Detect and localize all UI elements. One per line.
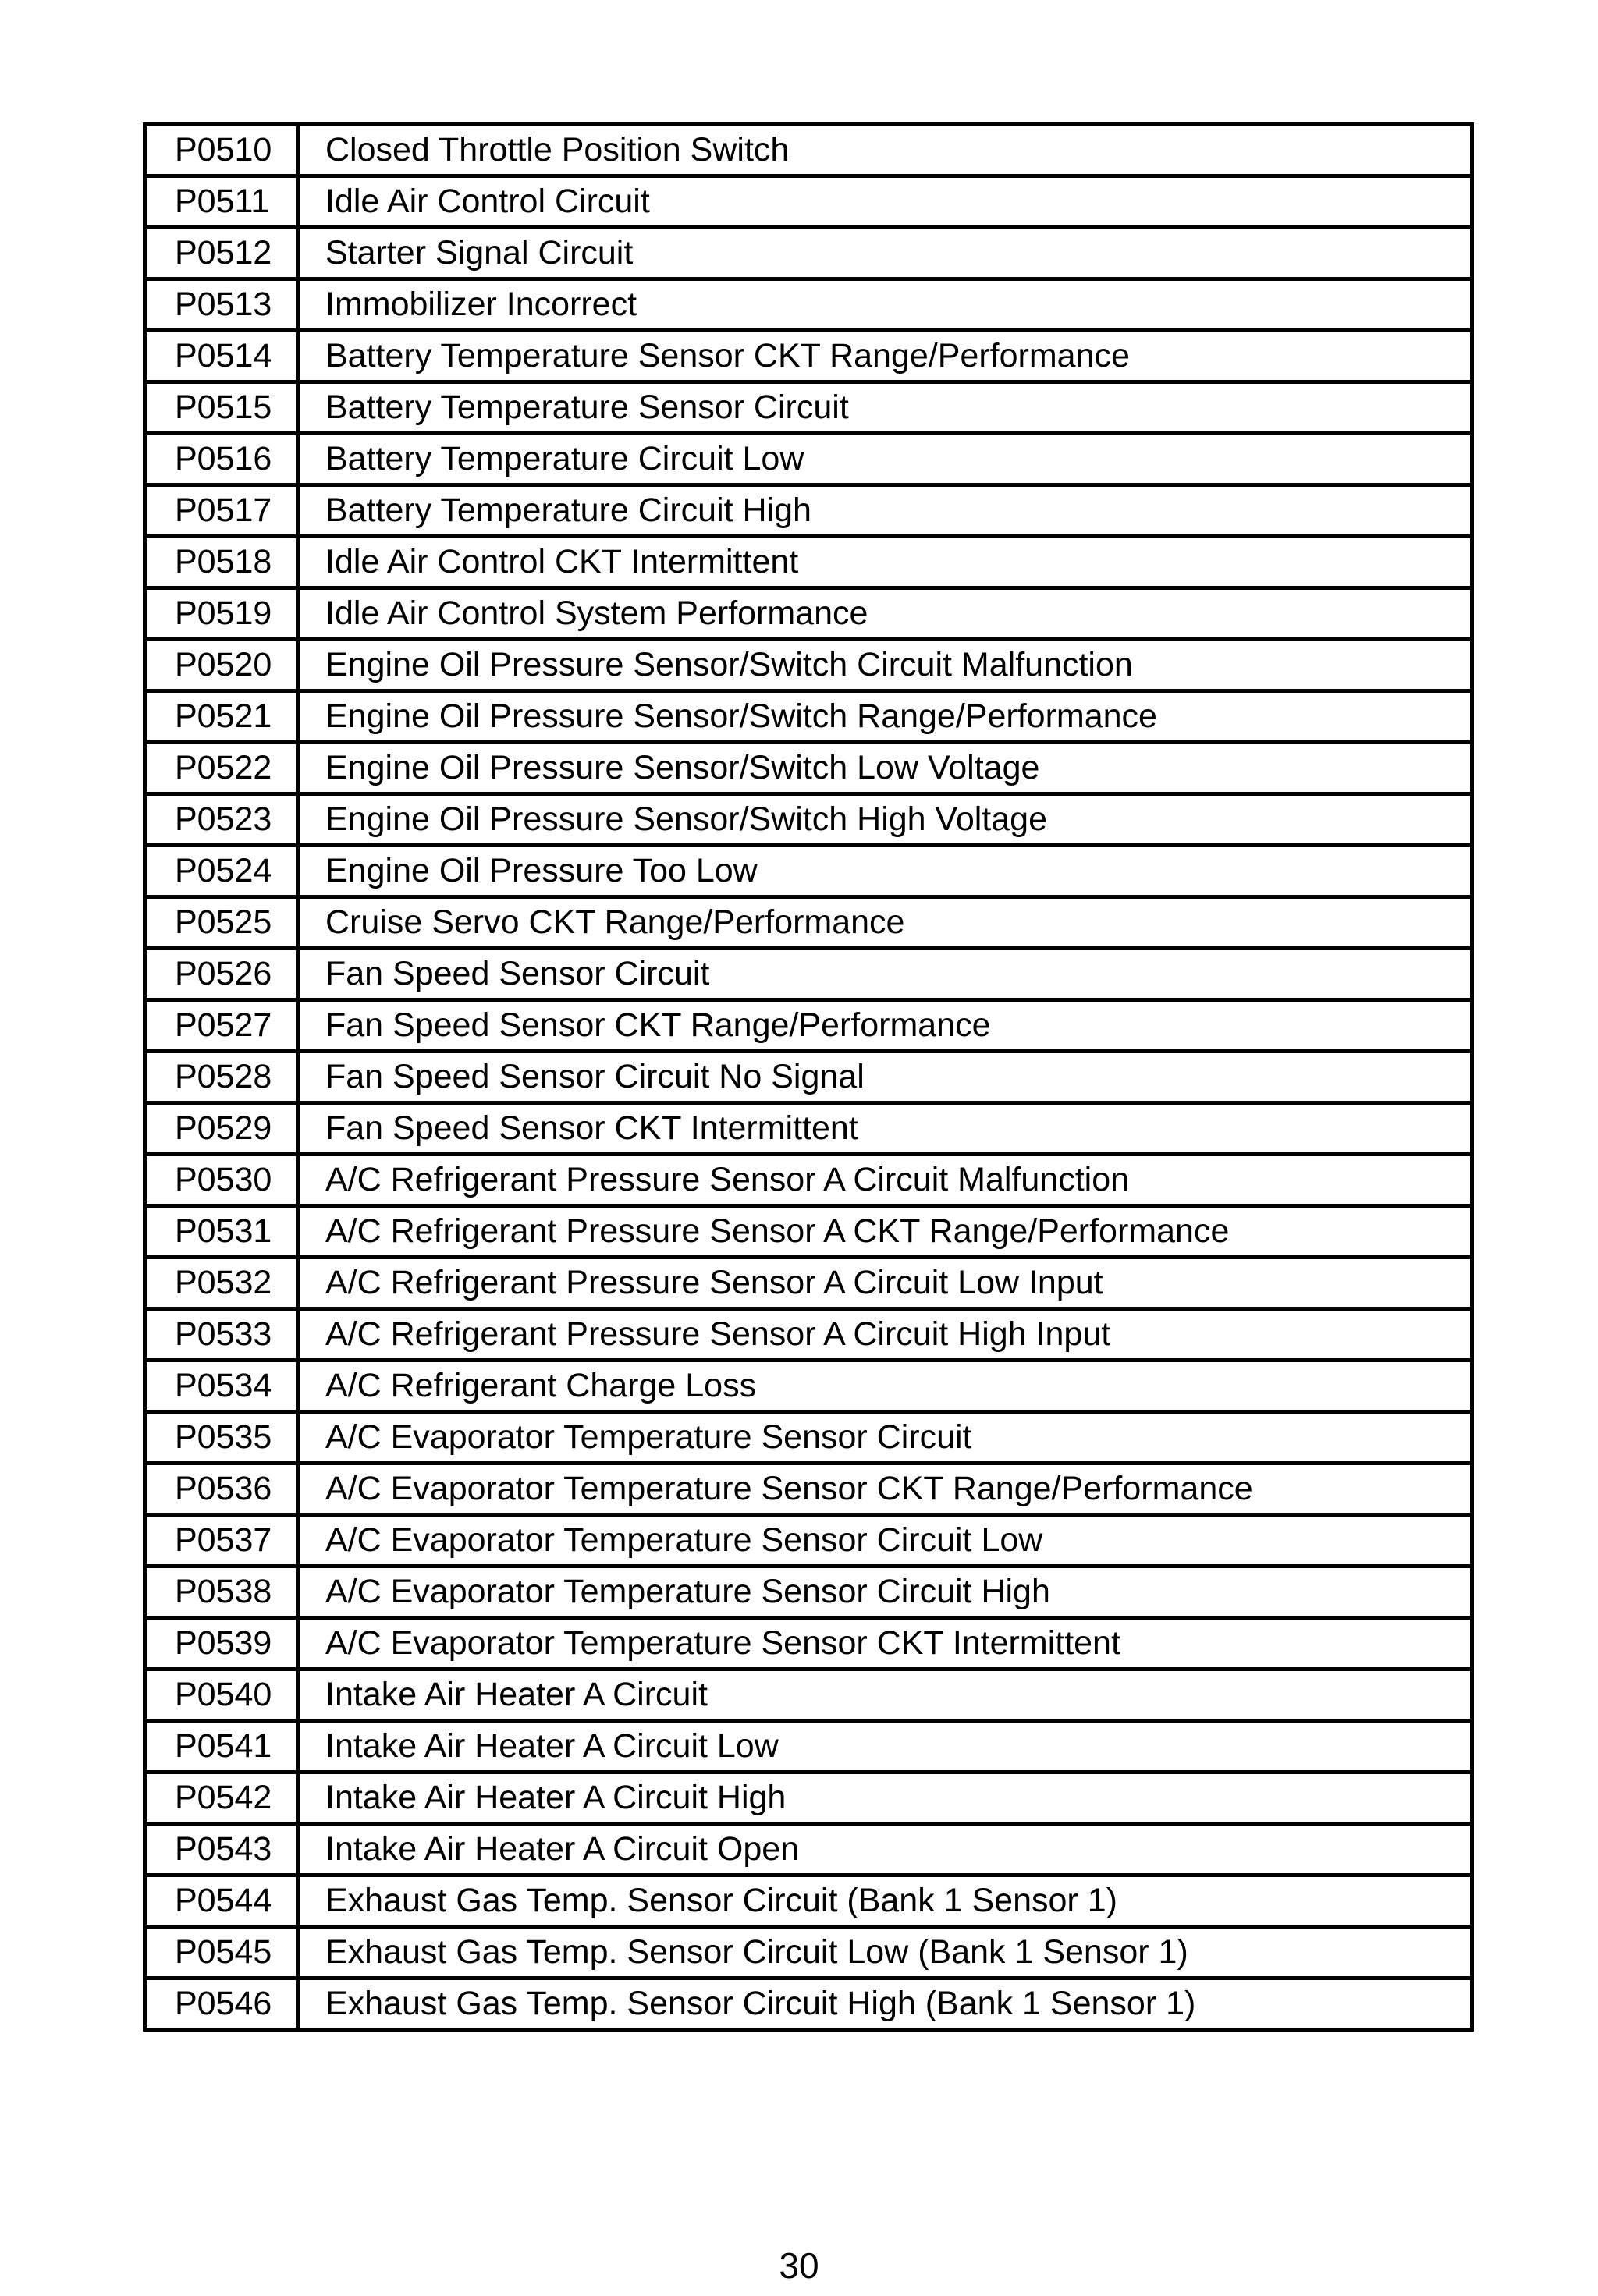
dtc-description-cell: A/C Refrigerant Charge Loss [298, 1361, 1472, 1412]
dtc-description-cell: Engine Oil Pressure Sensor/Switch High Voltage [298, 794, 1472, 846]
dtc-code-cell: P0528 [145, 1052, 298, 1103]
dtc-code-cell: P0544 [145, 1875, 298, 1927]
dtc-description-cell: A/C Evaporator Temperature Sensor CKT Intermittent [298, 1618, 1472, 1670]
table-row [145, 279, 1472, 331]
dtc-code-cell: P0520 [145, 640, 298, 691]
dtc-code-cell: P0524 [145, 846, 298, 897]
dtc-code-cell: P0539 [145, 1618, 298, 1670]
dtc-description-cell: Closed Throttle Position Switch [298, 125, 1472, 176]
page-number: 30 [779, 2245, 819, 2286]
table-row [145, 1978, 1472, 2030]
dtc-description-cell: Battery Temperature Circuit Low [298, 434, 1472, 485]
table-row [145, 1824, 1472, 1875]
dtc-description-cell: Exhaust Gas Temp. Sensor Circuit High (Bank 1 Sensor 1) [298, 1978, 1472, 2030]
dtc-description-cell: A/C Evaporator Temperature Sensor Circuit Low [298, 1515, 1472, 1567]
table-row [145, 1052, 1472, 1103]
table-row [145, 691, 1472, 743]
dtc-description-cell: A/C Refrigerant Pressure Sensor A Circuit Malfunction [298, 1155, 1472, 1206]
dtc-description-cell: Cruise Servo CKT Range/Performance [298, 897, 1472, 949]
dtc-code-cell: P0530 [145, 1155, 298, 1206]
table-row [145, 228, 1472, 279]
table-row [145, 1670, 1472, 1721]
dtc-code-cell: P0545 [145, 1927, 298, 1978]
dtc-description-cell: Starter Signal Circuit [298, 228, 1472, 279]
dtc-code-cell: P0514 [145, 331, 298, 382]
table-row [145, 1464, 1472, 1515]
dtc-description-cell: Immobilizer Incorrect [298, 279, 1472, 331]
dtc-code-cell: P0535 [145, 1412, 298, 1464]
dtc-code-cell: P0532 [145, 1258, 298, 1309]
table-row [145, 846, 1472, 897]
dtc-code-cell: P0513 [145, 279, 298, 331]
dtc-description-cell: Idle Air Control System Performance [298, 588, 1472, 640]
dtc-code-cell: P0534 [145, 1361, 298, 1412]
dtc-code-cell: P0511 [145, 176, 298, 228]
table-row [145, 434, 1472, 485]
dtc-code-cell: P0525 [145, 897, 298, 949]
table-row [145, 1103, 1472, 1155]
table-row [145, 1515, 1472, 1567]
dtc-description-cell: Battery Temperature Circuit High [298, 485, 1472, 537]
dtc-code-cell: P0515 [145, 382, 298, 434]
dtc-code-cell: P0517 [145, 485, 298, 537]
dtc-description-cell: Intake Air Heater A Circuit Low [298, 1721, 1472, 1773]
dtc-code-cell: P0538 [145, 1567, 298, 1618]
table-row [145, 588, 1472, 640]
dtc-description-cell: A/C Evaporator Temperature Sensor Circuit [298, 1412, 1472, 1464]
table-row [145, 1309, 1472, 1361]
table-row [145, 1155, 1472, 1206]
dtc-description-cell: Engine Oil Pressure Sensor/Switch Range/Performance [298, 691, 1472, 743]
table-row [145, 382, 1472, 434]
table-row [145, 1206, 1472, 1258]
dtc-code-cell: P0541 [145, 1721, 298, 1773]
table-row [145, 1721, 1472, 1773]
table-row [145, 1773, 1472, 1824]
table-row [145, 1258, 1472, 1309]
dtc-code-cell: P0516 [145, 434, 298, 485]
dtc-code-table-body [145, 125, 1472, 2030]
table-row [145, 1567, 1472, 1618]
table-row [145, 176, 1472, 228]
dtc-code-cell: P0546 [145, 1978, 298, 2030]
dtc-description-cell: Fan Speed Sensor CKT Range/Performance [298, 1000, 1472, 1052]
dtc-description-cell: Battery Temperature Sensor CKT Range/Performance [298, 331, 1472, 382]
dtc-code-cell: P0526 [145, 949, 298, 1000]
dtc-description-cell: Engine Oil Pressure Sensor/Switch Low Voltage [298, 743, 1472, 794]
table-row [145, 1412, 1472, 1464]
dtc-description-cell: Engine Oil Pressure Sensor/Switch Circuit Malfunction [298, 640, 1472, 691]
dtc-description-cell: A/C Evaporator Temperature Sensor Circuit High [298, 1567, 1472, 1618]
dtc-description-cell: A/C Evaporator Temperature Sensor CKT Range/Performance [298, 1464, 1472, 1515]
dtc-code-cell: P0512 [145, 228, 298, 279]
dtc-code-cell: P0536 [145, 1464, 298, 1515]
dtc-description-cell: Idle Air Control CKT Intermittent [298, 537, 1472, 588]
table-row [145, 1927, 1472, 1978]
table-row [145, 794, 1472, 846]
dtc-description-cell: Intake Air Heater A Circuit High [298, 1773, 1472, 1824]
dtc-description-cell: A/C Refrigerant Pressure Sensor A Circuit High Input [298, 1309, 1472, 1361]
table-row [145, 537, 1472, 588]
dtc-description-cell: Intake Air Heater A Circuit [298, 1670, 1472, 1721]
dtc-code-cell: P0540 [145, 1670, 298, 1721]
table-row [145, 1000, 1472, 1052]
dtc-code-cell: P0523 [145, 794, 298, 846]
dtc-code-cell: P0531 [145, 1206, 298, 1258]
table-row [145, 640, 1472, 691]
dtc-code-cell: P0527 [145, 1000, 298, 1052]
dtc-code-cell: P0542 [145, 1773, 298, 1824]
dtc-code-cell: P0521 [145, 691, 298, 743]
dtc-code-table [143, 122, 1474, 2032]
table-row [145, 125, 1472, 176]
table-row [145, 1361, 1472, 1412]
table-row [145, 331, 1472, 382]
dtc-code-cell: P0529 [145, 1103, 298, 1155]
table-row [145, 485, 1472, 537]
table-row [145, 743, 1472, 794]
dtc-description-cell: Idle Air Control Circuit [298, 176, 1472, 228]
dtc-description-cell: Exhaust Gas Temp. Sensor Circuit (Bank 1 Sensor 1) [298, 1875, 1472, 1927]
dtc-description-cell: Fan Speed Sensor CKT Intermittent [298, 1103, 1472, 1155]
dtc-description-cell: A/C Refrigerant Pressure Sensor A Circuit Low Input [298, 1258, 1472, 1309]
dtc-description-cell: Fan Speed Sensor Circuit [298, 949, 1472, 1000]
dtc-description-cell: Fan Speed Sensor Circuit No Signal [298, 1052, 1472, 1103]
dtc-description-cell: A/C Refrigerant Pressure Sensor A CKT Range/Performance [298, 1206, 1472, 1258]
dtc-code-cell: P0519 [145, 588, 298, 640]
table-row [145, 1618, 1472, 1670]
table-row [145, 949, 1472, 1000]
table-row [145, 1875, 1472, 1927]
dtc-description-cell: Battery Temperature Sensor Circuit [298, 382, 1472, 434]
dtc-code-cell: P0543 [145, 1824, 298, 1875]
dtc-code-cell: P0518 [145, 537, 298, 588]
dtc-code-cell: P0510 [145, 125, 298, 176]
table-row [145, 897, 1472, 949]
dtc-code-cell: P0537 [145, 1515, 298, 1567]
dtc-code-cell: P0522 [145, 743, 298, 794]
dtc-description-cell: Intake Air Heater A Circuit Open [298, 1824, 1472, 1875]
dtc-code-cell: P0533 [145, 1309, 298, 1361]
dtc-description-cell: Exhaust Gas Temp. Sensor Circuit Low (Bank 1 Sensor 1) [298, 1927, 1472, 1978]
dtc-description-cell: Engine Oil Pressure Too Low [298, 846, 1472, 897]
